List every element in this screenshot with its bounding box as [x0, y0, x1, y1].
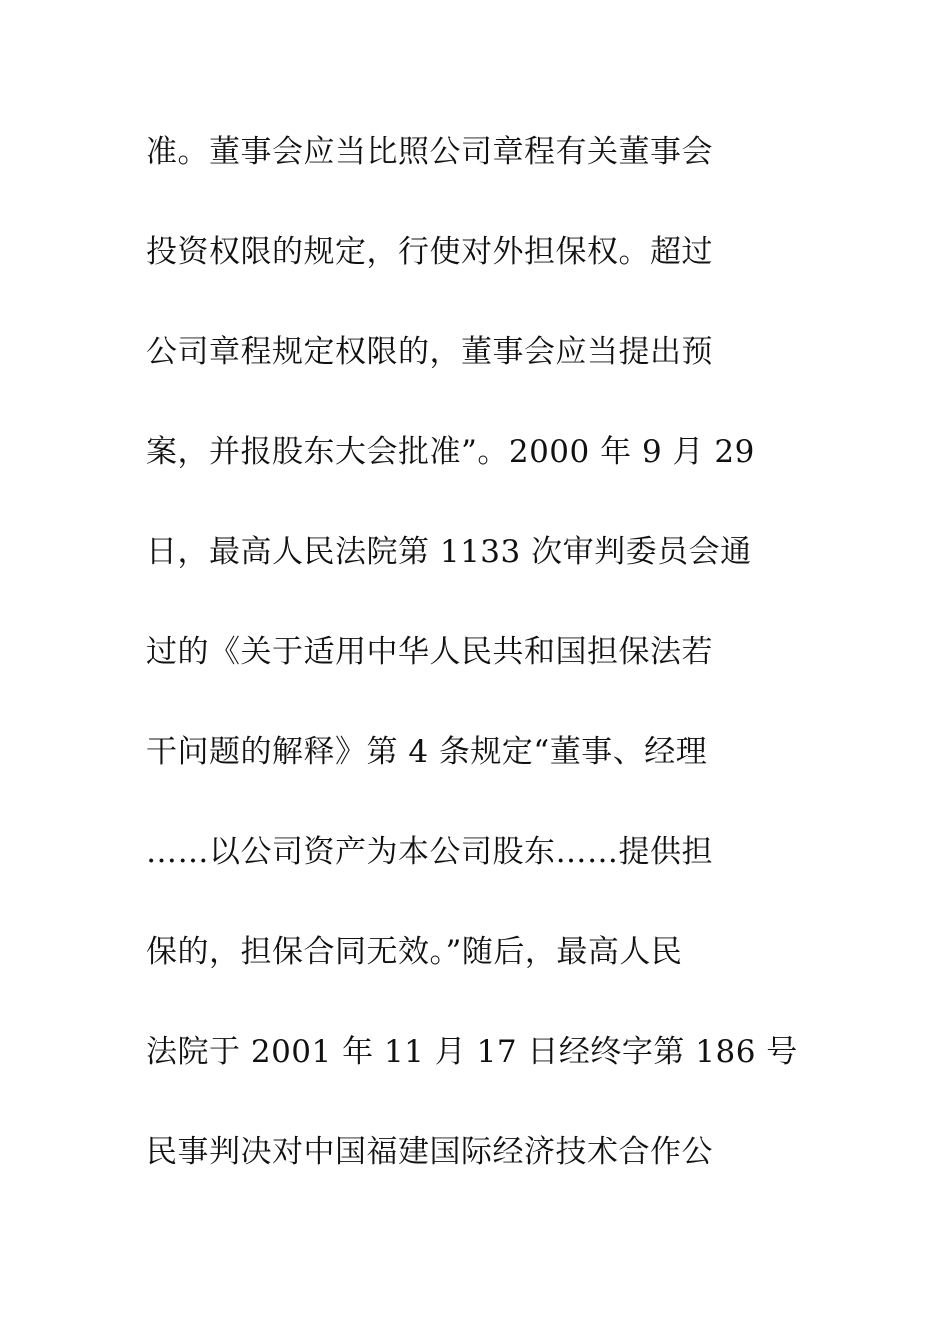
text-line: 民事判决对中国福建国际经济技术合作公	[146, 1134, 713, 1170]
text-line: 法院于 2001 年 11 月 17 日经终字第 186 号	[146, 1034, 798, 1070]
text-line: 案，并报股东大会批准”。2000 年 9 月 29	[146, 434, 755, 470]
text-line: 投资权限的规定，行使对外担保权。超过	[146, 234, 713, 270]
text-line: 过的《关于适用中华人民共和国担保法若	[146, 634, 713, 670]
text-line: 干问题的解释》第 4 条规定“董事、经理	[146, 734, 708, 770]
body-text	[146, 122, 826, 1222]
text-line: 公司章程规定权限的，董事会应当提出预	[146, 334, 713, 370]
text-line: 日，最高人民法院第 1133 次审判委员会通	[146, 534, 752, 570]
text-line: 保的，担保合同无效。”随后，最高人民	[146, 934, 683, 970]
text-line: 准。董事会应当比照公司章程有关董事会	[146, 134, 713, 170]
text-line: ……以公司资产为本公司股东……提供担	[146, 834, 713, 870]
